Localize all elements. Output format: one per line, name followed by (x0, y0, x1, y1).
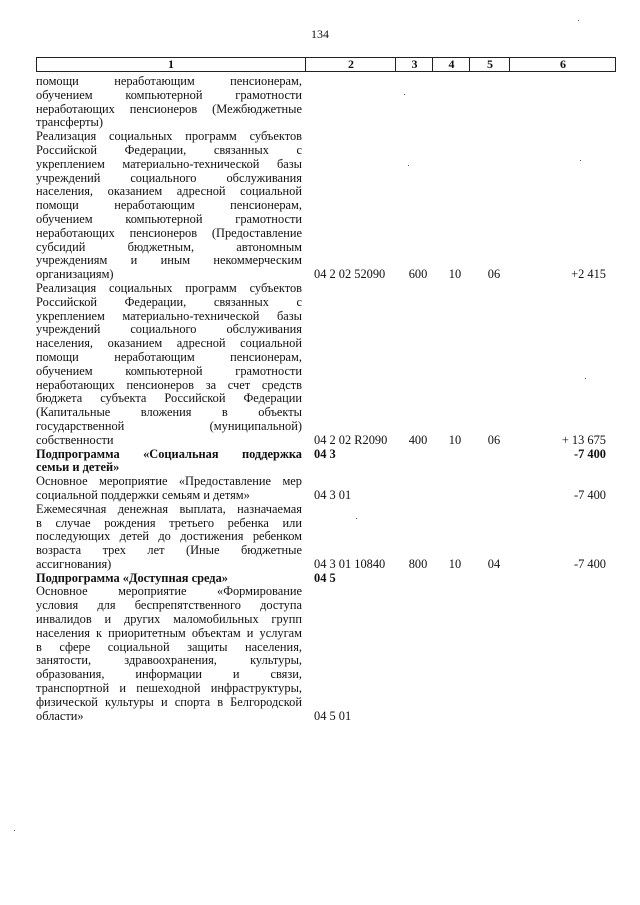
description-line: учреждений социального обслуживания (36, 171, 302, 185)
row-description (36, 572, 302, 586)
description-line: бюджета субъекта Российской Федерации (36, 392, 302, 406)
description-line: Подпрограмма «Доступная среда» (36, 571, 228, 585)
header-col-5: 5 (469, 58, 510, 71)
description-line: неработающих пенсионеров (Межбюджетные (36, 102, 302, 116)
description-line: населения, оказанием адресной социальной (36, 337, 302, 351)
budget-code: 04 3 (314, 446, 336, 461)
description-line: возраста трех лет (Иные бюджетные (36, 544, 302, 558)
scan-speck (356, 518, 357, 519)
amount-change: -7 400 (573, 557, 606, 571)
description-line: семьи и детей» (36, 461, 120, 475)
expense-type: 400 (408, 432, 428, 447)
description-line: Основное мероприятие «Формирование (36, 585, 302, 599)
page-number: 134 (311, 27, 329, 41)
table-header-row (36, 57, 616, 72)
description-line: учреждений социального обслуживания (36, 323, 302, 337)
description-line: ассигнования) (36, 557, 112, 571)
description-line: государственной (муниципальной) (36, 419, 302, 433)
section-code: 10 (448, 267, 462, 282)
scan-speck (408, 165, 409, 166)
description-line: трансферты) (36, 116, 103, 130)
subsection-code: 06 (487, 432, 501, 447)
header-col-6: 6 (509, 58, 616, 71)
description-line: укреплением материально-технической базы (36, 309, 302, 323)
scan-speck (14, 830, 15, 831)
description-line: собственности (36, 433, 114, 447)
description-line: Подпрограмма «Социальная поддержка (36, 447, 302, 461)
budget-code: 04 2 02 52090 (314, 267, 386, 282)
budget-code: 04 3 01 (314, 488, 352, 502)
description-line: населения, оказанием адресной социальной (36, 185, 302, 199)
description-line: физической культуры и спорта в Белгородской (36, 695, 302, 709)
scan-speck (404, 94, 405, 95)
description-line: субсидий бюджетным, автономным (36, 240, 302, 254)
description-line: условия для беспрепятственного доступа (36, 599, 302, 613)
row-description (36, 475, 302, 503)
row-description (36, 282, 302, 448)
header-col-2: 2 (305, 58, 396, 71)
description-line: Российской Федерации, связанных с (36, 143, 302, 157)
description-line: укреплением материально-технической базы (36, 157, 302, 171)
budget-code: 04 2 02 R2090 (314, 432, 388, 447)
section-code: 10 (448, 432, 462, 447)
scan-speck (580, 160, 581, 161)
budget-code: 04 5 (314, 570, 336, 585)
description-line: области» (36, 709, 84, 723)
row-description (36, 448, 302, 476)
description-line: обучением компьютерной грамотности (36, 212, 302, 226)
description-line: образования, информации и связи, (36, 668, 302, 682)
description-line: занятости, здравоохранения, культуры, (36, 654, 302, 668)
description-line: Основное мероприятие «Предоставление мер (36, 475, 302, 489)
row-description (36, 75, 302, 130)
subsection-code: 04 (487, 557, 501, 571)
description-line: (Капитальные вложения в объекты (36, 406, 302, 420)
description-line: транспортной и пешеходной инфраструктуры, (36, 682, 302, 696)
scan-speck (585, 378, 586, 379)
expense-type: 600 (408, 267, 428, 282)
description-line: в сфере социальной защиты населения, (36, 640, 302, 654)
description-line: инвалидов и других маломобильных групп (36, 613, 302, 627)
description-line: помощи неработающим пенсионерам, (36, 75, 302, 88)
description-column (36, 75, 302, 723)
expense-type: 800 (408, 557, 428, 571)
row-description (36, 503, 302, 572)
description-line: помощи неработающим пенсионерам, (36, 199, 302, 213)
description-line: Ежемесячная денежная выплата, назначаемая (36, 502, 302, 516)
row-description (36, 130, 302, 282)
description-line: помощи неработающим пенсионерам, (36, 350, 302, 364)
header-col-3: 3 (395, 58, 433, 71)
description-line: в случае рождения третьего ребенка или (36, 516, 302, 530)
budget-code: 04 5 01 (314, 708, 352, 723)
row-description (36, 585, 302, 723)
description-line: неработающих пенсионеров (Предоставление (36, 226, 302, 240)
description-line: Реализация социальных программ субъектов (36, 281, 302, 295)
amount-change: -7 400 (573, 488, 606, 502)
scan-speck (578, 20, 579, 21)
description-line: учреждениям и иным некоммерческим (36, 254, 302, 268)
description-line: социальной поддержки семьям и детям» (36, 488, 250, 502)
section-code: 10 (448, 557, 462, 571)
header-col-1: 1 (168, 57, 174, 71)
amount-change: + 13 675 (561, 432, 606, 447)
description-line: неработающих пенсионеров за счет средств (36, 378, 302, 392)
subsection-code: 06 (487, 267, 501, 282)
description-line: последующих детей до достижения ребенком (36, 530, 302, 544)
description-line: Российской Федерации, связанных с (36, 295, 302, 309)
amount-change: -7 400 (573, 446, 606, 461)
header-col-4: 4 (432, 58, 470, 71)
description-line: Реализация социальных программ субъектов (36, 130, 302, 144)
description-line: населения к приоритетным объектам и услугам (36, 626, 302, 640)
description-line: обучением компьютерной грамотности (36, 88, 302, 102)
amount-change: +2 415 (571, 267, 606, 282)
budget-code: 04 3 01 10840 (314, 557, 386, 571)
description-line: обучением компьютерной грамотности (36, 364, 302, 378)
description-line: организациям) (36, 268, 114, 282)
